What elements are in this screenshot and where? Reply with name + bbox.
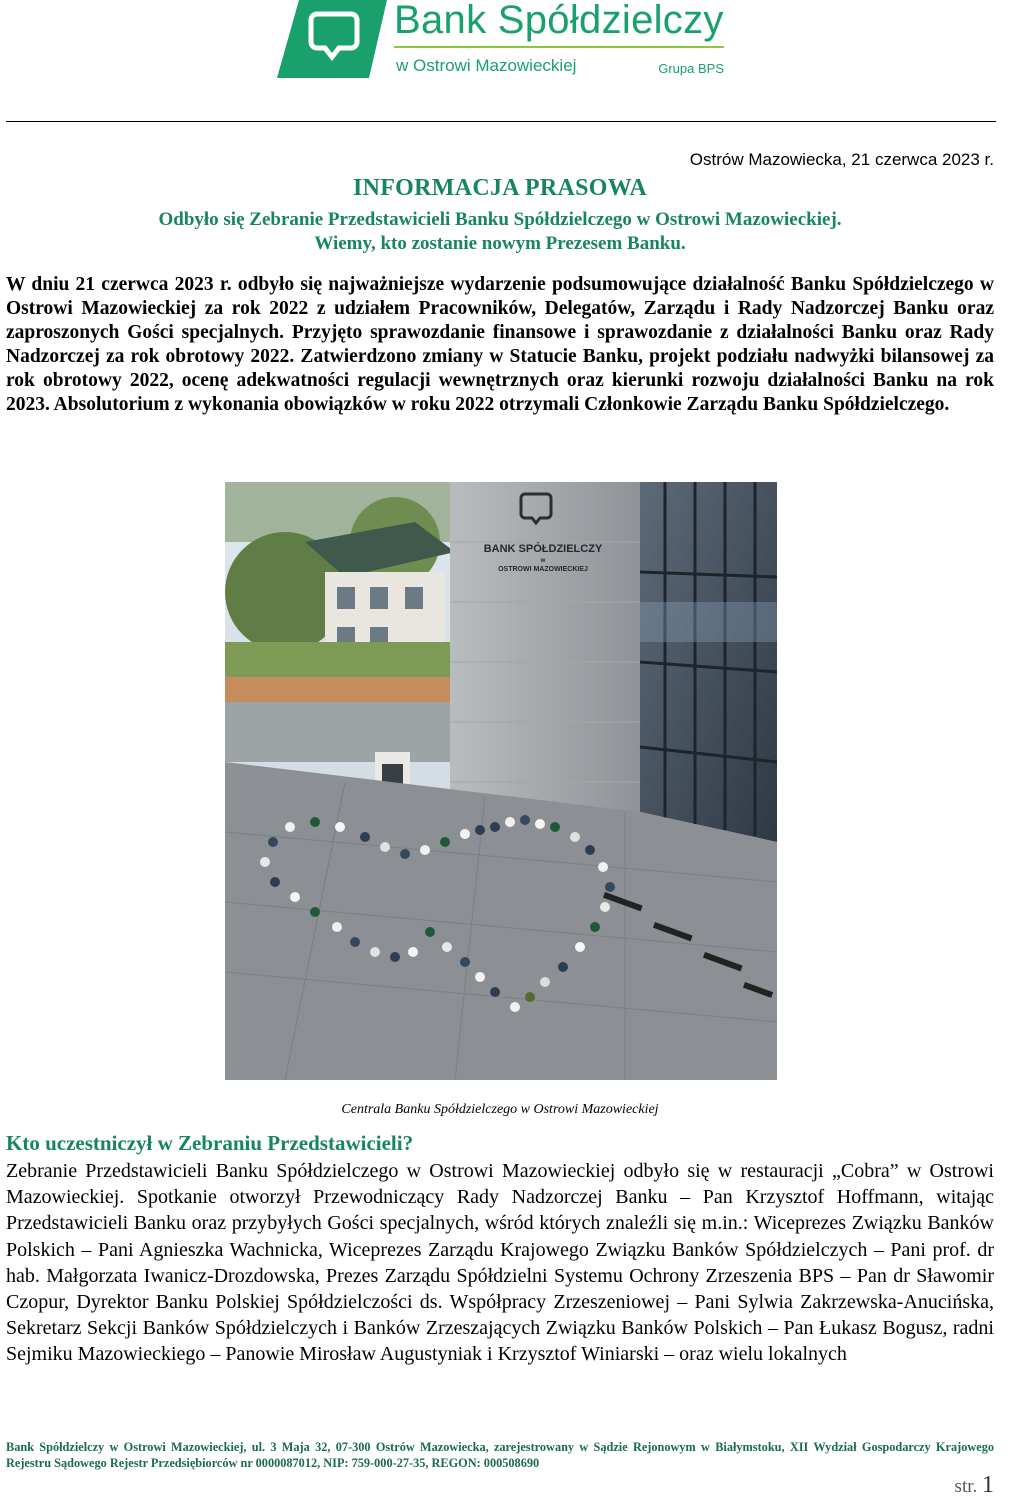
date-line: Ostrów Mazowiecka, 21 czerwca 2023 r. — [689, 150, 994, 169]
subtitle-line-1: Odbyło się Zebranie Przedstawicieli Banku Spółdzielczego w Ostrowi Mazowieckiej. — [158, 209, 842, 230]
bank-logo — [277, 0, 724, 80]
page-number — [955, 1472, 994, 1499]
bank-logo-mark-icon — [277, 0, 387, 78]
page-label: str. — [954, 1476, 978, 1497]
section-body: Zebranie Przedstawicieli Banku Spółdzielczego w Ostrowi Mazowieckiej odbyło się w restauracji „Cobra” w Ostrowi Mazowieckiej. Spotkanie otworzył Przewodniczący Rady Nadzorczej Banku – Pan Krzysztof Hoffmann, witając Przedstawicieli Banku oraz przybyłych Gości specjalnych, wśród których znaleźli się m.in.: Wiceprezes Związku Banków Polskich – Pani Agnieszka Wachnicka, Wiceprezes Zarządu Krajowego Związku Banków Spółdzielczych – Pani prof. dr hab. Małgorzata Iwanicz-Drozdowska, Prezes Zarządu Spółdzielni Systemu Ochrony Zrzeszenia BPS – Pan dr Sławomir Czopur, Dyrektor Banku Polskiej Spółdzielczości ds. Współpracy Zrzeszeniowej – Pani Sylwia Zakrzewska-Anucińska, Sekretarz Sekcji Banków Spółdzielczych i Banków Zrzeszających Związku Banków Polskich – Pan Łukasz Bogusz, radni Sejmiku Mazowieckiego – Panowie Mirosław Augustyniak i Krzysztof Winiarski – oraz wielu lokalnych — [6, 1160, 994, 1366]
lead-paragraph: W dniu 21 czerwca 2023 r. odbyło się najważniejsze wydarzenie podsumowujące działalność Banku Spółdzielczego w Ostrowi Mazowieckiej za rok 2022 z udziałem Pracowników, Delegatów, Zarządu i Rady Nadzorczej Banku oraz zaproszonych Gości specjalnych. Przyjęto sprawozdanie finansowe i sprawozdanie z działalności Banku oraz Rady Nadzorczej za rok obrotowy 2022. Zatwierdzono zmiany w Statucie Banku, projekt podziału nadwyżki bilansowej za rok obrotowy 2022, ocenę adekwatności regulacji wewnętrznych oraz kierunki rozwoju działalności Banku na rok 2023. Absolutorium z wykonania obowiązków w roku 2022 otrzymali Członkowie Zarządu Banku Spółdzielczego. — [6, 274, 994, 415]
section-heading: Kto uczestniczył w Zebraniu Przedstawicieli? — [6, 1131, 414, 1155]
logo-divider — [394, 46, 724, 48]
subtitle-line-2: Wiemy, kto zostanie nowym Prezesem Banku. — [314, 233, 686, 254]
photo-caption: Centrala Banku Spółdzielczego w Ostrowi Mazowieckiej — [341, 1102, 659, 1117]
sign-line-3: OSTROWI MAZOWIECKIEJ — [498, 566, 588, 573]
footer-legal-info: Bank Spółdzielczy w Ostrowi Mazowieckiej, ul. 3 Maja 32, 07-300 Ostrów Mazowiecka, zarejestrowany w Sądzie Rejonowym w Białymstoku, XII Wydział Gospodarczy Krajowego Rejestru Sądowego Rejestr Przedsiębiorców nr 0000087012, NIP: 759-000-27-35, REGON: 000508690 — [6, 1440, 994, 1470]
bank-headquarters-photo — [225, 482, 777, 1080]
logo-title: Bank Spółdzielczy — [394, 0, 724, 42]
logo-subtitle: w Ostrowi Mazowieckiej — [396, 56, 577, 75]
sign-line-2: w — [540, 558, 546, 564]
page-number-value: 1 — [982, 1472, 994, 1498]
header-divider — [6, 121, 996, 122]
document-subtitle — [0, 208, 1000, 256]
document-title: INFORMACJA PRASOWA — [352, 175, 648, 201]
headquarters-photo-illustration — [225, 482, 777, 1080]
logo-group-name: Grupa BPS — [658, 61, 724, 76]
sign-line-1: BANK SPÓŁDZIELCZY — [483, 543, 603, 555]
